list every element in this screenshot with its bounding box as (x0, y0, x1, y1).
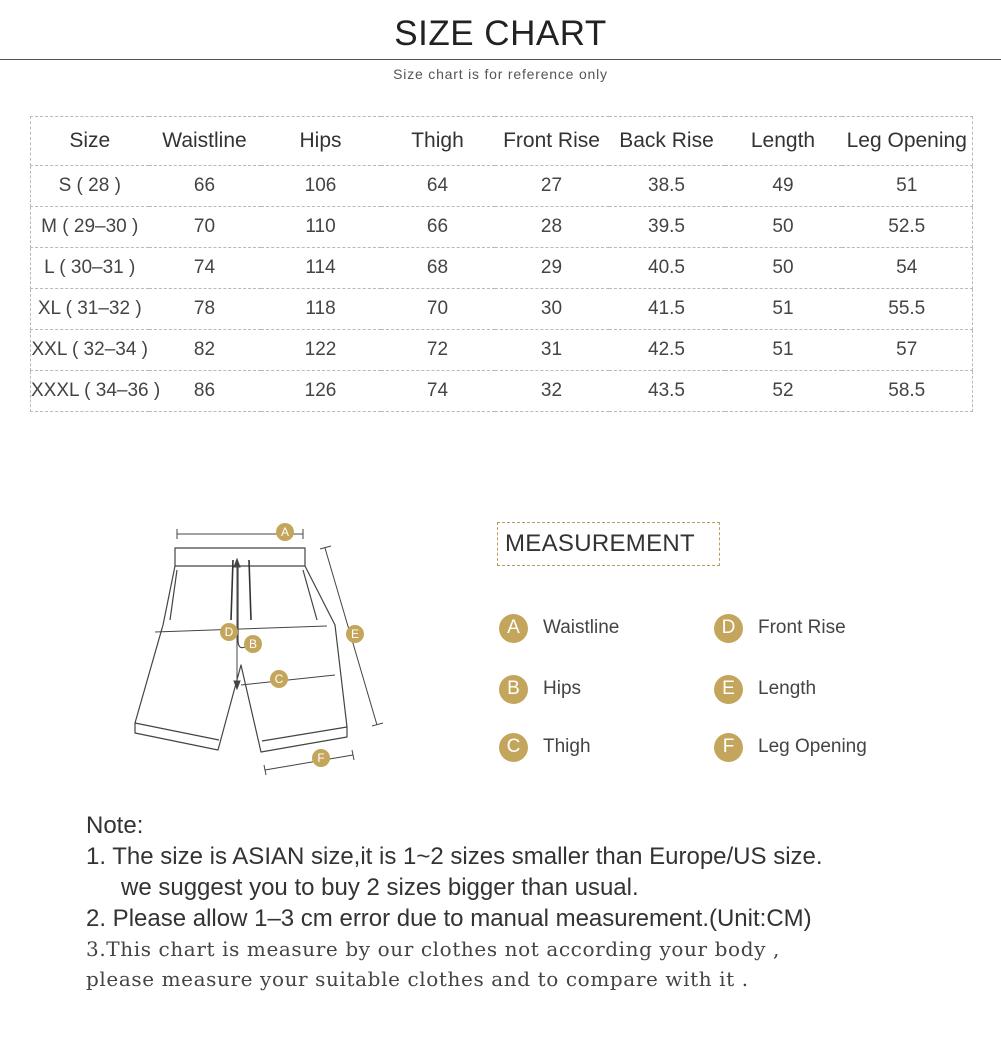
table-cell: 57 (842, 330, 973, 371)
table-cell: 51 (842, 166, 973, 207)
badge-a-icon: A (499, 614, 528, 643)
marker-b-label: B (248, 637, 258, 651)
table-cell: XL ( 31–32 ) (31, 289, 149, 330)
drawstring-left (231, 560, 233, 620)
legend-label: Hips (543, 678, 582, 699)
column-header: Hips (261, 117, 381, 166)
measurement-box (497, 522, 720, 566)
legend-item-thigh (499, 732, 591, 762)
fly-seam (238, 566, 245, 648)
legend-label: Length (758, 678, 817, 699)
table-row (31, 289, 973, 330)
column-header: Waistline (149, 117, 261, 166)
legend-item-hips (499, 674, 581, 704)
title-divider (0, 59, 1001, 60)
table-row (31, 330, 973, 371)
column-header: Leg Opening (842, 117, 973, 166)
badge-b-icon: B (499, 675, 528, 704)
table-cell: 32 (495, 371, 609, 412)
legend-item-leg-opening (714, 732, 867, 762)
table-cell: 72 (381, 330, 495, 371)
table-cell: 66 (381, 207, 495, 248)
note-line-3: 2. Please allow 1–3 cm error due to manual measurement.(Unit:CM) (86, 905, 812, 932)
legend-item-waistline (499, 613, 619, 643)
note-line-1: 1. The size is ASIAN size,it is 1~2 sizes smaller than Europe/US size. (86, 843, 823, 870)
note-line-4: 3.This chart is measure by our clothes not according your body , (86, 937, 780, 961)
right-pocket (303, 570, 317, 620)
table-cell: M ( 29–30 ) (31, 207, 149, 248)
size-table (30, 116, 973, 412)
waistband-outline (175, 548, 305, 566)
left-hem (135, 723, 219, 740)
marker-a-label: A (280, 525, 290, 539)
table-cell: 70 (381, 289, 495, 330)
table-cell: 86 (149, 371, 261, 412)
column-header: Thigh (381, 117, 495, 166)
table-cell: 126 (261, 371, 381, 412)
table-cell: S ( 28 ) (31, 166, 149, 207)
table-cell: XXL ( 32–34 ) (31, 330, 149, 371)
table-cell: 54 (842, 248, 973, 289)
column-header: Back Rise (609, 117, 725, 166)
table-cell: 82 (149, 330, 261, 371)
column-header: Front Rise (495, 117, 609, 166)
marker-d-label: D (224, 625, 234, 639)
badge-c-icon: C (499, 733, 528, 762)
measurement-title: MEASUREMENT (505, 530, 695, 557)
marker-f-label: F (317, 751, 325, 765)
table-row (31, 166, 973, 207)
legend-label: Front Rise (758, 617, 846, 638)
marker-e-label: E (350, 627, 360, 641)
badge-e-icon: E (714, 675, 743, 704)
table-cell: 31 (495, 330, 609, 371)
table-cell: 29 (495, 248, 609, 289)
note-line-5: please measure your suitable clothes and to compare with it . (86, 967, 749, 991)
table-cell: 40.5 (609, 248, 725, 289)
page-subtitle: Size chart is for reference only (393, 66, 608, 82)
table-cell: 78 (149, 289, 261, 330)
left-pocket (170, 570, 177, 620)
table-cell: 52 (725, 371, 842, 412)
table-cell: 28 (495, 207, 609, 248)
table-cell: 58.5 (842, 371, 973, 412)
note-heading: Note: (86, 812, 144, 839)
table-cell: XXXL ( 34–36 ) (31, 371, 149, 412)
table-cell: 50 (725, 248, 842, 289)
table-cell: 51 (725, 330, 842, 371)
table-cell: 106 (261, 166, 381, 207)
shorts-diagram (125, 515, 385, 785)
table-header-row (31, 117, 973, 166)
table-cell: 52.5 (842, 207, 973, 248)
table-cell: 51 (725, 289, 842, 330)
note-line-2: we suggest you to buy 2 sizes bigger than usual. (121, 874, 639, 901)
table-cell: 118 (261, 289, 381, 330)
badge-d-icon: D (714, 614, 743, 643)
table-cell: 70 (149, 207, 261, 248)
table-cell: 68 (381, 248, 495, 289)
arrow-c (241, 675, 335, 685)
table-cell: 55.5 (842, 289, 973, 330)
badge-f-icon: F (714, 733, 743, 762)
table-cell: 41.5 (609, 289, 725, 330)
table-cell: 74 (149, 248, 261, 289)
table-cell: 38.5 (609, 166, 725, 207)
table-cell: L ( 30–31 ) (31, 248, 149, 289)
legend-label: Thigh (543, 736, 591, 757)
arrow-f (265, 755, 353, 770)
table-cell: 42.5 (609, 330, 725, 371)
table-cell: 39.5 (609, 207, 725, 248)
shorts-outline (135, 566, 347, 752)
column-header: Length (725, 117, 842, 166)
page-title: SIZE CHART (394, 14, 607, 53)
column-header: Size (31, 117, 149, 166)
drawstring-right (249, 560, 251, 620)
legend-label: Waistline (543, 617, 620, 638)
table-cell: 110 (261, 207, 381, 248)
table-cell: 43.5 (609, 371, 725, 412)
table-row (31, 371, 973, 412)
table-row (31, 248, 973, 289)
table-cell: 122 (261, 330, 381, 371)
table-cell: 74 (381, 371, 495, 412)
legend-item-front-rise (714, 613, 846, 643)
table-row (31, 207, 973, 248)
table-cell: 50 (725, 207, 842, 248)
arrow-b (155, 626, 327, 632)
legend-item-length (714, 674, 816, 704)
marker-c-label: C (274, 672, 284, 686)
table-cell: 49 (725, 166, 842, 207)
legend-label: Leg Opening (758, 736, 867, 757)
table-cell: 114 (261, 248, 381, 289)
table-cell: 66 (149, 166, 261, 207)
table-cell: 64 (381, 166, 495, 207)
table-cell: 27 (495, 166, 609, 207)
table-cell: 30 (495, 289, 609, 330)
